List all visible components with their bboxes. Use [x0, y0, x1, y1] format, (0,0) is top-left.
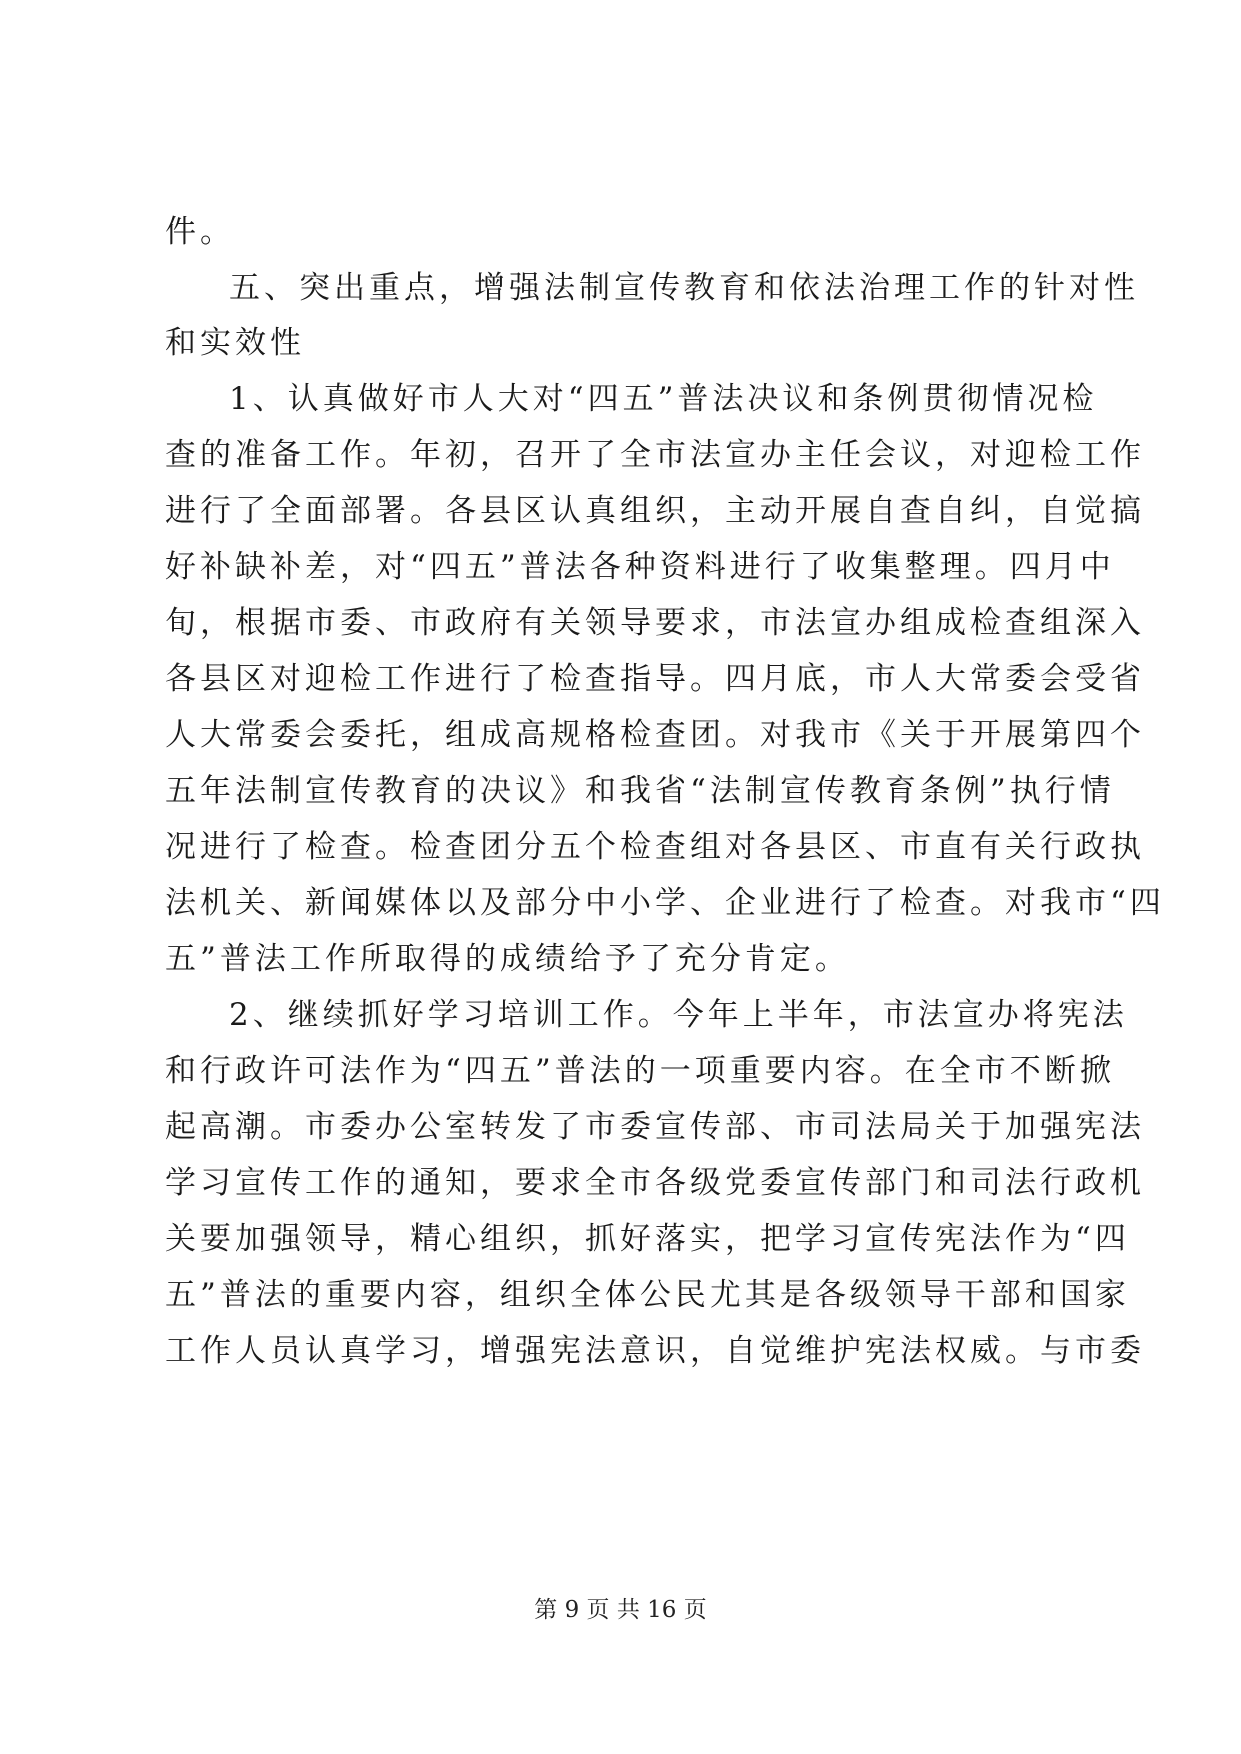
paragraph-line: 五年法制宣传教育的决议》和我省“法制宣传教育条例”执行情 [165, 773, 1115, 809]
paragraph-line: 旬，根据市委、市政府有关领导要求，市法宣办组成检查组深入 [165, 605, 1145, 641]
section-heading-line: 五、突出重点，增强法制宣传教育和依法治理工作的针对性 [229, 270, 1139, 306]
paragraph-line: 2、继续抓好学习培训工作。今年上半年，市法宣办将宪法 [229, 997, 1128, 1033]
paragraph-line: 起高潮。市委办公室转发了市委宣传部、市司法局关于加强宪法 [165, 1109, 1145, 1145]
paragraph-line: 人大常委会委托，组成高规格检查团。对我市《关于开展第四个 [165, 717, 1145, 753]
paragraph-line: 法机关、新闻媒体以及部分中小学、企业进行了检查。对我市“四 [165, 885, 1165, 921]
paragraph-line: 和行政许可法作为“四五”普法的一项重要内容。在全市不断掀 [165, 1053, 1115, 1089]
paragraph-line: 五”普法工作所取得的成绩给予了充分肯定。 [165, 941, 850, 977]
paragraph-line: 1、认真做好市人大对“四五”普法决议和条例贯彻情况检 [229, 381, 1098, 417]
paragraph-line: 各县区对迎检工作进行了检查指导。四月底，市人大常委会受省 [165, 661, 1145, 697]
paragraph-line: 况进行了检查。检查团分五个检查组对各县区、市直有关行政执 [165, 829, 1145, 865]
paragraph-line: 好补缺补差，对“四五”普法各种资料进行了收集整理。四月中 [165, 549, 1115, 585]
page-number-footer: 第 9 页 共 16 页 [534, 1597, 707, 1623]
paragraph-line: 进行了全面部署。各县区认真组织，主动开展自查自纠，自觉搞 [165, 493, 1145, 529]
text-line: 件。 [165, 214, 235, 250]
section-heading-line: 和实效性 [165, 325, 305, 361]
paragraph-line: 学习宣传工作的通知，要求全市各级党委宣传部门和司法行政机 [165, 1165, 1145, 1201]
paragraph-line: 五”普法的重要内容，组织全体公民尤其是各级领导干部和国家 [165, 1277, 1130, 1313]
paragraph-line: 关要加强领导，精心组织，抓好落实，把学习宣传宪法作为“四 [165, 1221, 1130, 1257]
paragraph-line: 查的准备工作。年初，召开了全市法宣办主任会议，对迎检工作 [165, 437, 1145, 473]
paragraph-line: 工作人员认真学习，增强宪法意识，自觉维护宪法权威。与市委 [165, 1333, 1145, 1369]
